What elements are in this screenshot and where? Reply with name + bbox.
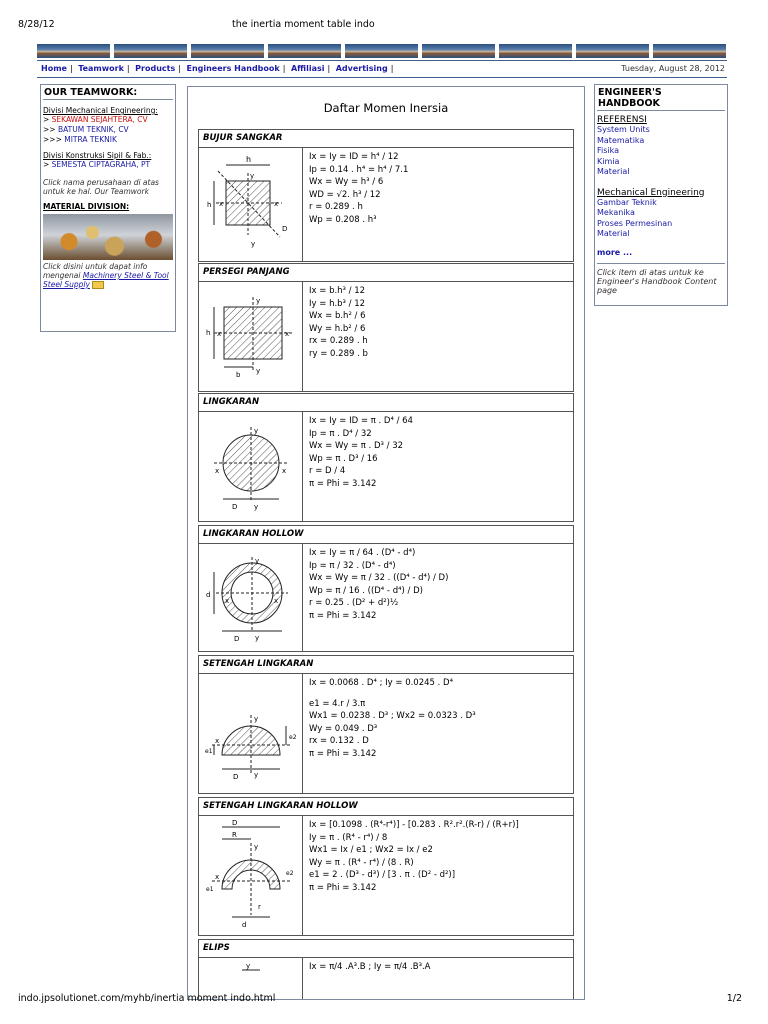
section-elips	[198, 939, 574, 1000]
formula-list: Ix = 0.0068 . D⁴ ; Iy = 0.0245 . D⁴ e1 = 4.r / 3.π Wx1 = 0.0238 . D³ ; Wx2 = 0.0323 . D³ Wy = 0.049 . D³ rx = 0.132 . D π = Phi = 3.142	[309, 678, 476, 759]
section-lingkaran	[198, 393, 574, 522]
svg-text:x: x	[284, 329, 289, 338]
mech-item[interactable]: Material	[597, 229, 630, 238]
print-header	[18, 19, 750, 33]
teamwork-item[interactable]: >>> MITRA TEKNIK	[43, 135, 117, 144]
svg-text:x: x	[273, 596, 278, 605]
teamwork-title: OUR TEAMWORK:	[43, 87, 173, 100]
mech-item[interactable]: Proses Permesinan	[597, 218, 673, 228]
svg-text:y: y	[254, 633, 259, 642]
svg-text:d: d	[241, 920, 246, 929]
nav-affiliasi[interactable]: Affiliasi	[290, 64, 325, 73]
svg-text:y: y	[253, 502, 258, 511]
svg-text:e1: e1	[204, 747, 213, 755]
svg-text:x: x	[273, 199, 278, 208]
svg-text:x: x	[281, 466, 286, 475]
formula-list: Ix = Iy = ID = h⁴ / 12 Ip = 0.14 . h⁴ = h⁴ / 7.1 Wx = Wy = h³ / 6 WD = √2. h³ / 12 r = 0.289 . h Wp = 0.208 . h³	[309, 152, 409, 225]
ref-item[interactable]: System Units	[597, 125, 650, 134]
svg-text:x: x	[224, 596, 229, 605]
formula-list: Ix = Iy = π / 64 . (D⁴ - d⁴) Ip = π / 32 . (D⁴ - d⁴) Wx = Wy = π / 32 . ((D⁴ - d⁴) / D) Wp = π / 16 . ((D⁴ - d⁴) / D) r = 0.25 . (D² + d²)½ π = Phi = 3.142	[309, 548, 449, 621]
mech-item[interactable]: Mekanika	[597, 208, 635, 217]
section-lingkaran-hollow	[198, 525, 574, 652]
svg-text:y: y	[255, 296, 260, 305]
hollow-half-circle-diagram	[199, 816, 303, 935]
referensi-head: REFERENSI	[597, 115, 647, 125]
print-footer	[18, 993, 750, 1007]
print-title: the inertia moment table indo	[232, 19, 375, 30]
square-diagram	[199, 148, 303, 261]
circle-diagram	[199, 412, 303, 521]
svg-text:h: h	[245, 154, 251, 164]
svg-text:y: y	[253, 714, 258, 723]
svg-text:h: h	[205, 328, 210, 337]
svg-text:r: r	[257, 902, 261, 911]
nav-date: Tuesday, August 28, 2012	[621, 64, 725, 73]
svg-text:h: h	[206, 200, 211, 209]
svg-text:y: y	[245, 961, 250, 970]
material-link[interactable]: Machinery Steel & Tool Steel Supply	[43, 271, 169, 289]
svg-text:y: y	[249, 171, 254, 180]
nav-home[interactable]: Home	[41, 64, 67, 73]
folder-icon	[92, 281, 104, 289]
half-circle-diagram	[199, 674, 303, 793]
nav-links: Home | Teamwork | Products | Engineers Handbook | Affiliasi | Advertising |	[41, 64, 394, 73]
section-setengah-lingkaran	[198, 655, 574, 794]
teamwork-item[interactable]: >> BATUM TEKNIK, CV	[43, 125, 129, 134]
svg-text:e1: e1	[205, 885, 214, 893]
section-title: LINGKARAN	[198, 393, 574, 412]
ref-item[interactable]: Kimia	[597, 156, 620, 166]
svg-text:y: y	[253, 770, 258, 779]
hollow-circle-diagram	[199, 544, 303, 651]
svg-text:D: D	[232, 772, 238, 781]
material-image[interactable]	[43, 214, 173, 260]
section-bujur-sangkar	[198, 129, 574, 262]
more-link[interactable]: more ...	[597, 247, 633, 257]
svg-text:y: y	[254, 556, 259, 565]
section-title: ELIPS	[198, 939, 574, 958]
section-persegi-panjang	[198, 263, 574, 392]
svg-text:y: y	[255, 366, 260, 375]
svg-text:y: y	[253, 842, 258, 851]
svg-text:D: D	[281, 224, 287, 233]
handbook-box	[594, 84, 728, 306]
rectangle-diagram	[199, 282, 303, 391]
material-division-head: MATERIAL DIVISION:	[43, 202, 130, 211]
svg-text:x: x	[214, 736, 219, 745]
svg-text:e2: e2	[285, 869, 294, 877]
svg-text:b: b	[235, 370, 240, 379]
civil-division-head: Divisi Konstruksi Sipil & Fab.:	[43, 151, 152, 160]
svg-text:D: D	[233, 634, 239, 643]
section-setengah-lingkaran-hollow	[198, 797, 574, 936]
section-title: BUJUR SANGKAR	[198, 129, 574, 148]
nav-products[interactable]: Products	[135, 64, 176, 73]
ref-item[interactable]: Matematika	[597, 135, 645, 145]
svg-text:d: d	[205, 590, 210, 599]
section-title: LINGKARAN HOLLOW	[198, 525, 574, 544]
section-title: SETENGAH LINGKARAN HOLLOW	[198, 797, 574, 816]
mech-division-head: Divisi Mechanical Engineering:	[43, 106, 158, 115]
ref-item[interactable]: Fisika	[597, 146, 620, 155]
section-title: SETENGAH LINGKARAN	[198, 655, 574, 674]
handbook-note: Click item di atas untuk ke Engineer's Handbook Content page	[597, 263, 725, 295]
svg-text:x: x	[214, 466, 219, 475]
svg-text:R: R	[231, 830, 237, 839]
svg-text:x: x	[214, 872, 219, 881]
section-title: PERSEGI PANJANG	[198, 263, 574, 282]
mech-item[interactable]: Gambar Teknik	[597, 197, 657, 207]
handbook-title: ENGINEER'S HANDBOOK	[597, 87, 725, 111]
formula-list: Ix = π/4 .A³.B ; Iy = π/4 .B³.A	[309, 962, 431, 972]
teamwork-item[interactable]: > SEMESTA CIPTAGRAHA, PT	[43, 160, 151, 169]
svg-text:x: x	[216, 329, 221, 338]
formula-list: Ix = b.h³ / 12 Iy = h.b³ / 12 Wx = b.h² / 6 Wy = h.b² / 6 rx = 0.289 . h ry = 0.289 . b	[309, 286, 368, 359]
teamwork-item[interactable]: > SEKAWAN SEJAHTERA, CV	[43, 115, 148, 124]
formula-list: Ix = [0.1098 . (R⁴-r⁴)] - [0.283 . R².r².(R-r) / (R+r)] Iy = π . (R⁴ - r⁴) / 8 Wx1 = Ix / e1 ; Wx2 = Ix / e2 Wy = π . (R⁴ - r⁴) / (8 . R) e1 = 2 . (D³ - d³) / [3 . π . (D² - d²)] π = Phi = 3.142	[309, 820, 519, 893]
nav-bar	[37, 60, 727, 78]
formula-list: Ix = Iy = ID = π . D⁴ / 64 Ip = π . D⁴ / 32 Wx = Wy = π . D³ / 32 Wp = π . D³ / 16 r = D / 4 π = Phi = 3.142	[309, 416, 413, 489]
svg-text:y: y	[253, 426, 258, 435]
material-note: Click disini untuk dapat info mengenai Machinery Steel & Tool Steel Supply	[43, 262, 169, 289]
svg-text:D: D	[231, 502, 237, 511]
svg-text:x: x	[218, 199, 223, 208]
inertia-table	[187, 86, 585, 1000]
teamwork-note: Click nama perusahaan di atas untuk ke hal. Our Teamwork	[43, 178, 159, 196]
mech-eng-head: Mechanical Engineering	[597, 187, 705, 198]
print-page: 1/2	[726, 993, 742, 1004]
svg-text:y: y	[250, 239, 255, 248]
nav-teamwork[interactable]: Teamwork	[78, 64, 124, 73]
teamwork-box	[40, 84, 176, 332]
svg-text:e2: e2	[288, 733, 297, 741]
site-banner	[37, 44, 727, 58]
print-url: indo.jpsolutionet.com/myhb/inertia moment indo.html	[18, 993, 276, 1004]
svg-text:D: D	[231, 818, 237, 827]
print-date: 8/28/12	[18, 19, 55, 30]
nav-advertising[interactable]: Advertising	[335, 64, 388, 73]
nav-handbook[interactable]: Engineers Handbook	[186, 64, 280, 73]
page-title: Daftar Momen Inersia	[323, 101, 449, 115]
ref-item[interactable]: Material	[597, 167, 630, 176]
